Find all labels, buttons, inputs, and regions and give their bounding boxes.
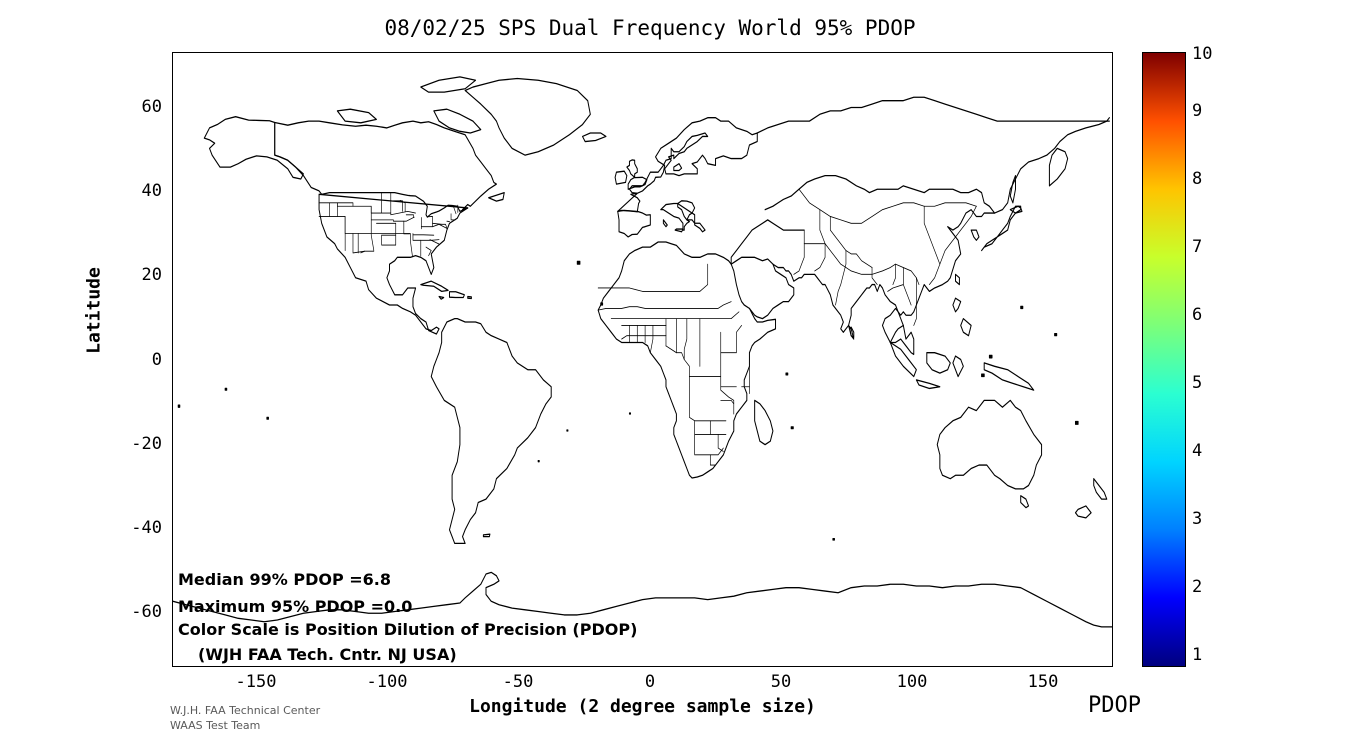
footer-credit	[170, 703, 320, 733]
colorbar-tick-8: 8	[1192, 169, 1203, 189]
colorbar-tick-3: 3	[1192, 509, 1203, 529]
y-tick-60: 60	[141, 97, 162, 117]
annotation-color-scale: Color Scale is Position Dilution of Precision (PDOP)	[178, 620, 638, 639]
annotation-median-pdop: Median 99% PDOP =6.8	[178, 570, 391, 589]
x-axis-label: Longitude (2 degree sample size)	[469, 696, 816, 717]
chart-title: 08/02/25 SPS Dual Frequency World 95% PDOP	[384, 16, 916, 40]
colorbar-gradient	[1143, 53, 1185, 666]
x-tick-0: 0	[644, 672, 656, 692]
colorbar-tick-5: 5	[1192, 373, 1203, 393]
colorbar-tick-2: 2	[1192, 577, 1203, 597]
colorbar-tick-6: 6	[1192, 305, 1203, 325]
x-tick-neg150: -150	[235, 672, 277, 692]
x-tick-neg100: -100	[366, 672, 408, 692]
x-tick-neg50: -50	[502, 672, 534, 692]
y-axis-label: Latitude	[83, 267, 105, 354]
y-tick-40: 40	[141, 181, 162, 201]
footer-line-1: W.J.H. FAA Technical Center	[170, 704, 321, 717]
annotation-source: (WJH FAA Tech. Cntr. NJ USA)	[198, 645, 457, 664]
y-tick-neg60: -60	[131, 602, 162, 622]
y-tick-0: 0	[151, 350, 162, 370]
footer-line-2: WAAS Test Team	[170, 719, 261, 732]
colorbar-tick-10: 10	[1192, 44, 1213, 64]
colorbar-tick-9: 9	[1192, 101, 1203, 121]
x-tick-50: 50	[770, 672, 792, 692]
y-tick-20: 20	[141, 265, 162, 285]
x-tick-150: 150	[1027, 672, 1059, 692]
y-tick-neg20: -20	[131, 434, 162, 454]
x-tick-100: 100	[896, 672, 928, 692]
annotation-maximum-pdop: Maximum 95% PDOP =0.0	[178, 597, 413, 616]
colorbar-tick-4: 4	[1192, 441, 1203, 461]
colorbar-tick-1: 1	[1192, 645, 1203, 665]
y-tick-neg40: -40	[131, 518, 162, 538]
colorbar	[1142, 52, 1186, 667]
colorbar-tick-7: 7	[1192, 237, 1203, 257]
colorbar-title: PDOP	[1088, 693, 1141, 718]
